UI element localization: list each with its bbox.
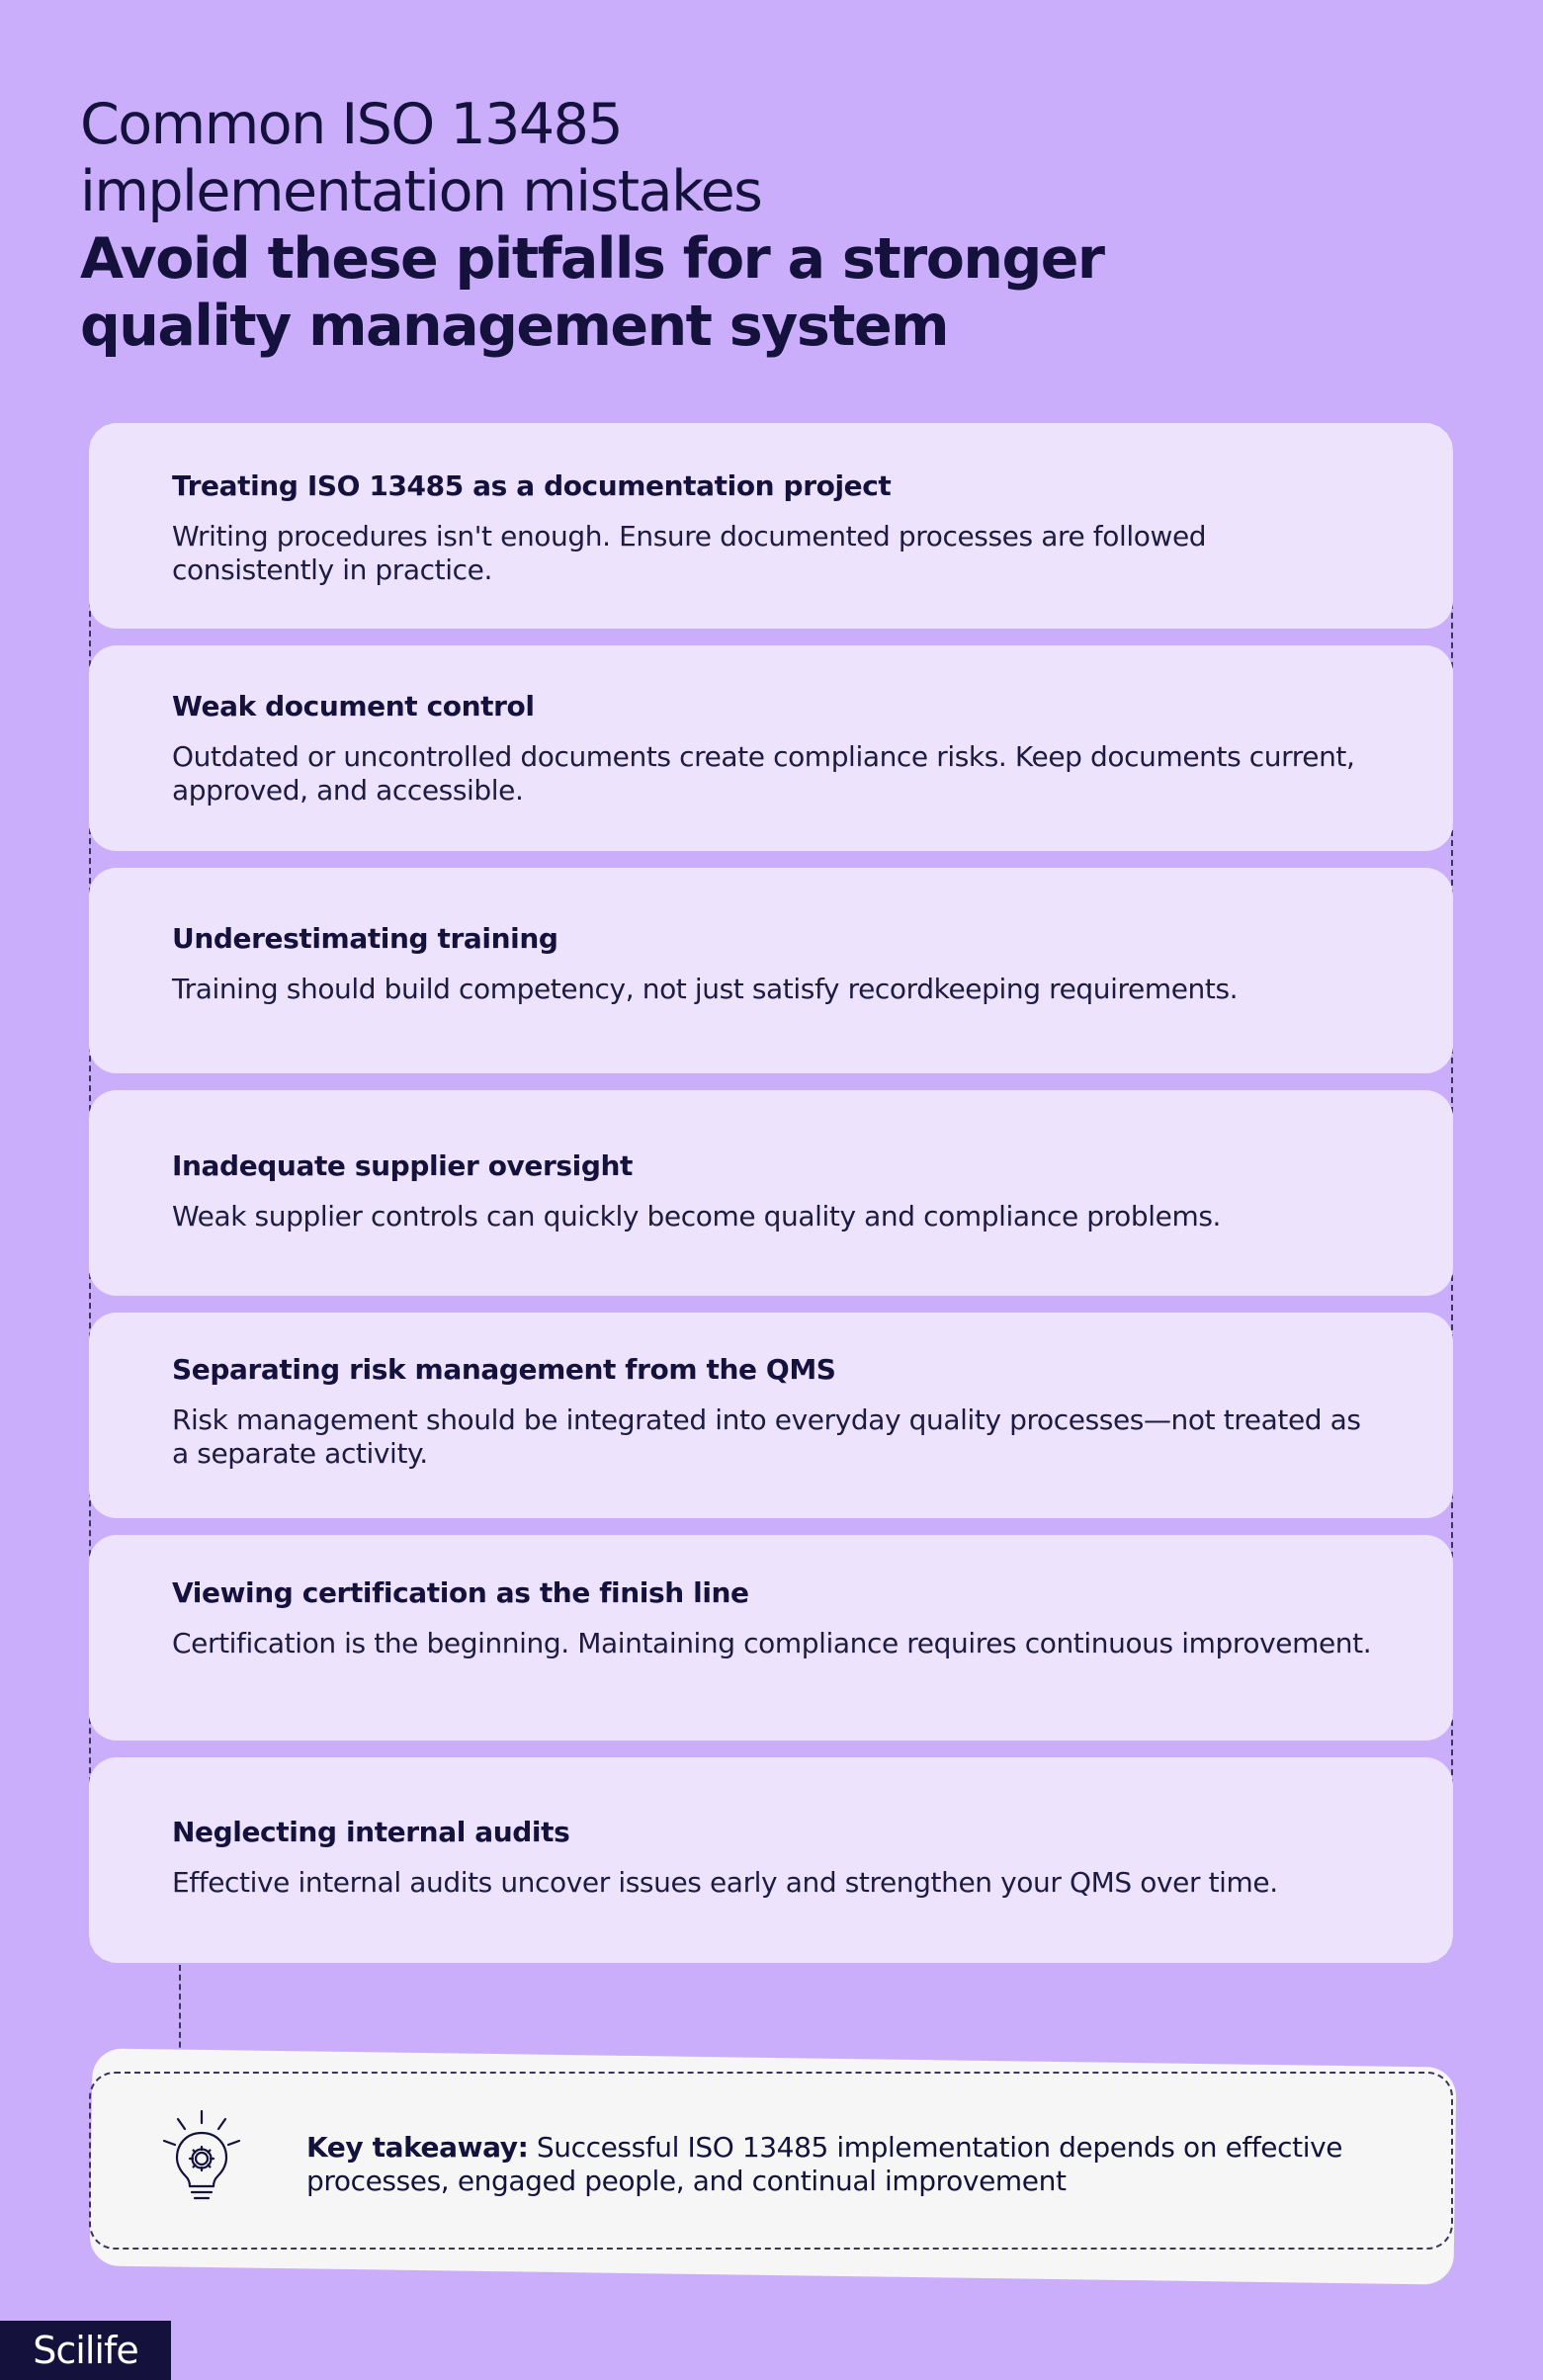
mistake-title: Viewing certification as the finish line	[172, 1576, 749, 1609]
header	[80, 91, 1266, 360]
mistake-title: Neglecting internal audits	[172, 1816, 570, 1848]
mistake-card	[89, 1090, 1453, 1296]
mistake-description: Writing procedures isn't enough. Ensure documented processes are followed consistently in practice.	[172, 520, 1207, 586]
page-subtitle-line-2: quality management system	[80, 294, 949, 359]
takeaway-message: Successful ISO 13485 implementation depends on effective processes, engaged people, and continual improvement	[306, 2131, 1343, 2197]
mistake-card	[89, 1535, 1453, 1741]
mistake-description: Training should build competency, not just satisfy recordkeeping requirements.	[172, 973, 1239, 1005]
mistake-description: Effective internal audits uncover issues early and strengthen your QMS over time.	[172, 1866, 1278, 1899]
mistake-description: Outdated or uncontrolled documents create compliance risks. Keep documents current, approved, and accessible.	[172, 740, 1355, 807]
page-subtitle-line-1: Avoid these pitfalls for a stronger	[80, 226, 1104, 292]
mistake-title: Inadequate supplier oversight	[172, 1149, 634, 1182]
page-title-line-2: implementation mistakes	[80, 159, 762, 224]
takeaway-label: Key takeaway:	[306, 2131, 529, 2164]
mistake-card	[89, 1757, 1453, 1963]
mistake-card	[89, 1313, 1453, 1518]
mistake-description: Weak supplier controls can quickly become quality and compliance problems.	[172, 1200, 1222, 1232]
mistake-title: Treating ISO 13485 as a documentation project	[172, 469, 892, 502]
takeaway-text	[306, 2131, 1394, 2198]
mistake-description: Risk management should be integrated into everyday quality processes—not treated as a separate activity.	[172, 1403, 1361, 1470]
mistake-card	[89, 423, 1453, 629]
mistake-title: Separating risk management from the QMS	[172, 1353, 836, 1386]
brand-logo: Scilife	[0, 2321, 171, 2380]
mistake-title: Weak document control	[172, 690, 535, 722]
mistake-card	[89, 645, 1453, 851]
page-title-line-1: Common ISO 13485	[80, 92, 623, 157]
mistake-card	[89, 868, 1453, 1073]
mistake-description: Certification is the beginning. Maintaining compliance requires continuous improvement.	[172, 1627, 1372, 1659]
mistake-title: Underestimating training	[172, 922, 558, 955]
lightbulb-gear-icon	[156, 2107, 247, 2206]
